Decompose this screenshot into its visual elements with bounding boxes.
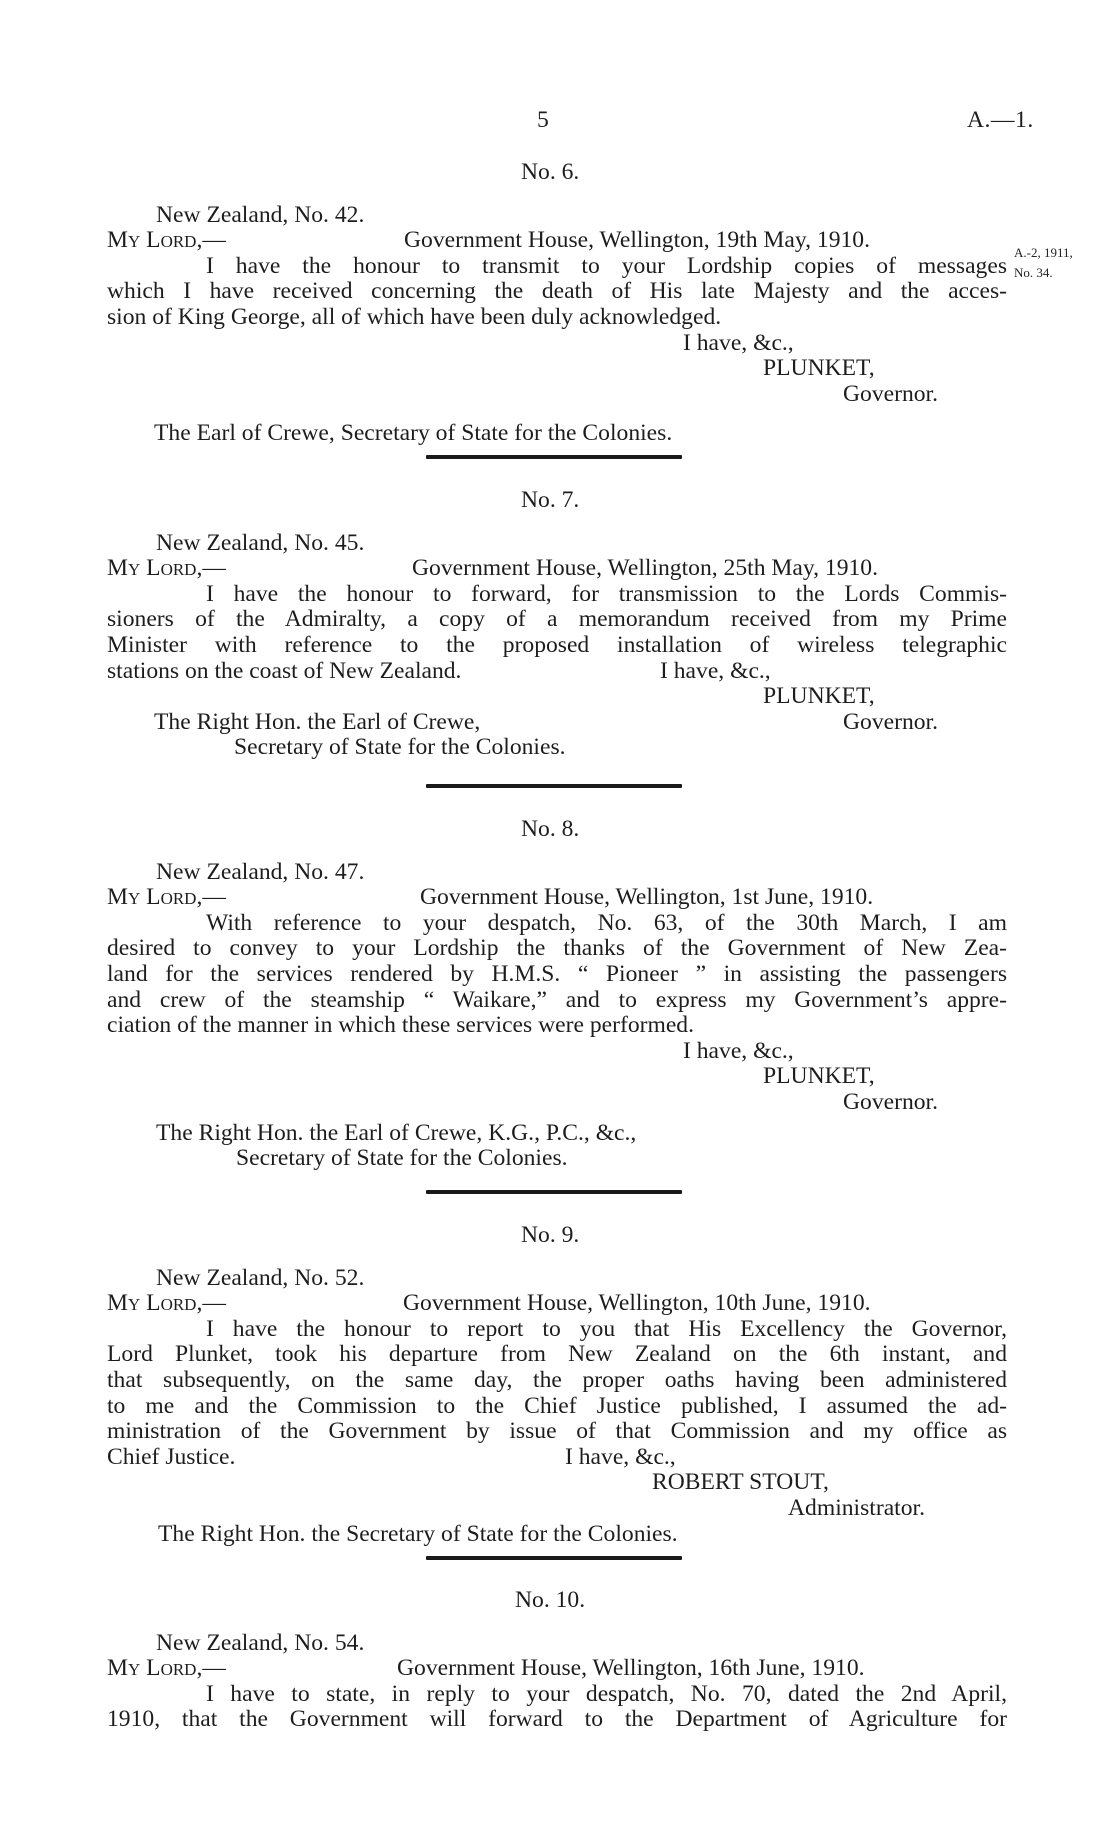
recipient: The Right Hon. the Earl of Crewe, <box>154 708 481 735</box>
body-line: to me and the Commission to the Chief Justice published, I assumed the ad- <box>107 1392 1007 1419</box>
page-reference: A.—1. <box>967 107 1034 133</box>
signature: PLUNKET, <box>763 1063 875 1090</box>
salutation: My Lord,— <box>107 1290 226 1317</box>
body-line: With reference to your despatch, No. 63, of the 30th March, I am <box>206 909 1007 936</box>
body-line: Chief Justice. <box>107 1443 236 1470</box>
body-line: and crew of the steamship “ Waikare,” and to express my Government’s appre- <box>107 986 1007 1013</box>
dispatch-reference: New Zealand, No. 54. <box>156 1629 365 1656</box>
signatory-title: Governor. <box>843 1088 939 1115</box>
section-divider <box>426 1190 682 1194</box>
salutation: My Lord,— <box>107 555 226 582</box>
signature: PLUNKET, <box>763 355 875 382</box>
sender-address: Government House, Wellington, 19th May, 1910. <box>404 227 870 254</box>
letter-no-10 <box>0 1588 1114 1733</box>
section-divider <box>426 1556 682 1560</box>
salutation: My Lord,— <box>107 1655 226 1682</box>
salutation: My Lord,— <box>107 884 226 911</box>
recipient: Secretary of State for the Colonies. <box>234 734 566 761</box>
body-line: stations on the coast of New Zealand. <box>107 657 462 684</box>
dispatch-reference: New Zealand, No. 42. <box>156 201 365 228</box>
margin-note-line: No. 34. <box>1014 265 1053 280</box>
body-line: I have the honour to transmit to your Lordship copies of messages <box>206 252 1007 279</box>
letter-no-7 <box>0 488 1114 761</box>
signatory-title: Governor. <box>843 380 939 407</box>
closing: I have, &c., <box>683 329 794 356</box>
dispatch-reference: New Zealand, No. 47. <box>156 858 365 885</box>
letter-number: No. 7. <box>521 487 580 513</box>
letter-number: No. 10. <box>515 1587 586 1613</box>
body-line: land for the services rendered by H.M.S. “ Pioneer ” in assisting the passengers <box>107 960 1007 987</box>
sender-address: Government House, Wellington, 10th June, 1910. <box>403 1290 871 1317</box>
salutation: My Lord,— <box>107 227 226 254</box>
body-line: ministration of the Government by issue of that Commission and my office as <box>107 1418 1007 1445</box>
letter-number: No. 6. <box>521 159 580 185</box>
body-line: I have to state, in reply to your despatch, No. 70, dated the 2nd April, <box>206 1680 1007 1707</box>
body-line: 1910, that the Government will forward to the Department of Agriculture for <box>107 1706 1007 1733</box>
sender-address: Government House, Wellington, 25th May, 1910. <box>412 555 878 582</box>
closing: I have, &c., <box>660 657 771 684</box>
recipient: The Earl of Crewe, Secretary of State for the Colonies. <box>154 420 673 447</box>
letter-no-8 <box>0 817 1114 1172</box>
body-line: Minister with reference to the proposed installation of wireless telegraphic <box>107 631 1007 658</box>
letter-no-9 <box>0 1223 1114 1547</box>
body-line: that subsequently, on the same day, the proper oaths having been administered <box>107 1366 1007 1393</box>
letter-number: No. 9. <box>521 1222 580 1248</box>
section-divider <box>426 784 682 788</box>
sender-address: Government House, Wellington, 1st June, 1910. <box>420 884 874 911</box>
body-line: sioners of the Admiralty, a copy of a memorandum received from my Prime <box>107 606 1007 633</box>
page-number: 5 <box>537 107 549 133</box>
letter-no-6 <box>0 160 1114 447</box>
sender-address: Government House, Wellington, 16th June, 1910. <box>397 1655 865 1682</box>
recipient: The Right Hon. the Secretary of State for the Colonies. <box>158 1520 678 1547</box>
closing: I have, &c., <box>565 1443 676 1470</box>
recipient: The Right Hon. the Earl of Crewe, K.G., P.C., &c., <box>156 1119 637 1146</box>
dispatch-reference: New Zealand, No. 45. <box>156 529 365 556</box>
body-line: I have the honour to report to you that His Excellency the Governor, <box>206 1315 1007 1342</box>
body-line: ciation of the manner in which these services were performed. <box>107 1012 694 1039</box>
body-line: which I have received concerning the death of His late Majesty and the acces- <box>107 278 1007 305</box>
signatory-title: Administrator. <box>788 1494 925 1521</box>
signature: ROBERT STOUT, <box>652 1469 829 1496</box>
signatory-title: Governor. <box>843 708 939 735</box>
recipient: Secretary of State for the Colonies. <box>236 1145 568 1172</box>
letter-number: No. 8. <box>521 816 580 842</box>
dispatch-reference: New Zealand, No. 52. <box>156 1264 365 1291</box>
body-line: sion of King George, all of which have been duly acknowledged. <box>107 303 722 330</box>
section-divider <box>426 455 682 459</box>
body-line: desired to convey to your Lordship the thanks of the Government of New Zea- <box>107 935 1007 962</box>
body-line: I have the honour to forward, for transmission to the Lords Commis- <box>206 580 1007 607</box>
margin-note-line: A.-2, 1911, <box>1014 245 1073 260</box>
signature: PLUNKET, <box>763 683 875 710</box>
closing: I have, &c., <box>683 1037 794 1064</box>
body-line: Lord Plunket, took his departure from New Zealand on the 6th instant, and <box>107 1341 1007 1368</box>
